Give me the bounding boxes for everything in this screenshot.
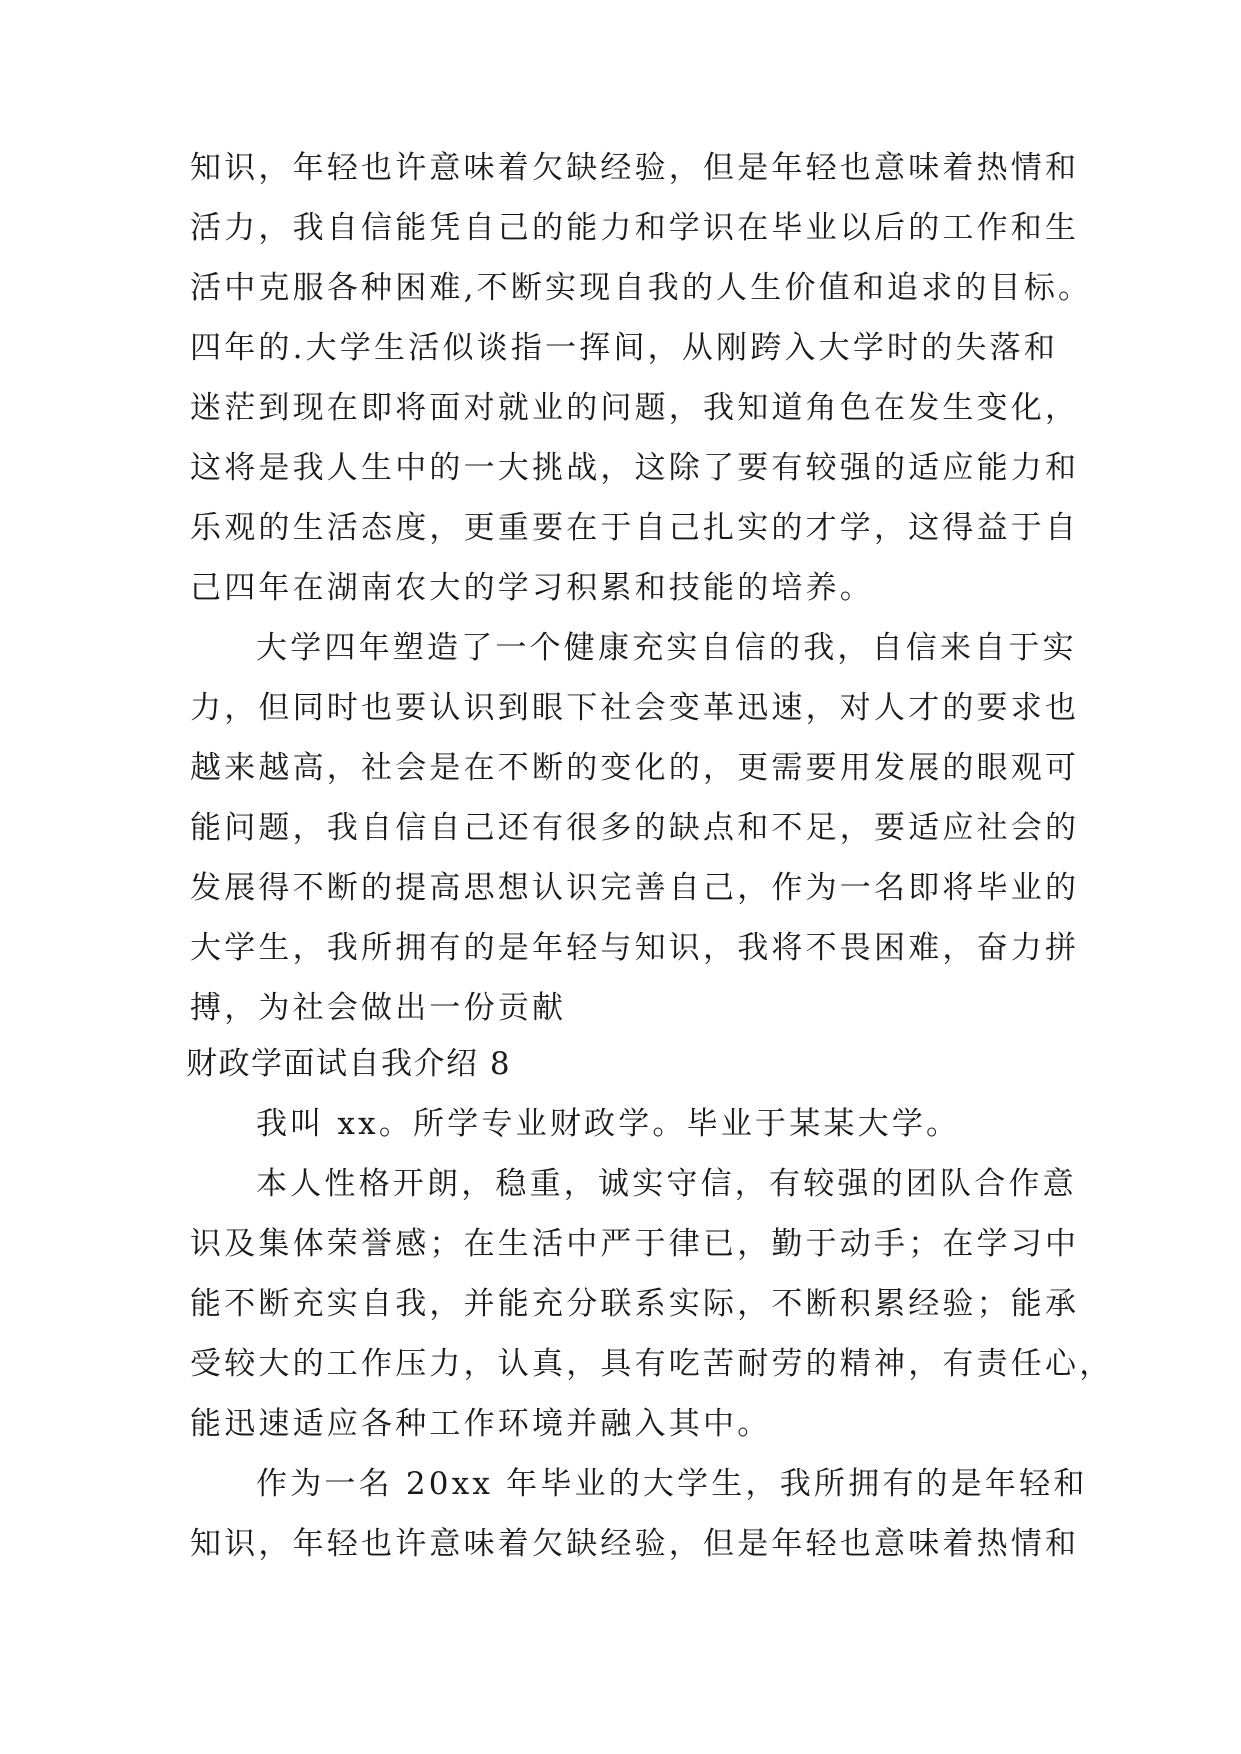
text-line: 活中克服各种困难,不断实现自我的人生价值和追求的目标。 — [190, 270, 1093, 306]
text-line: 知识，年轻也许意味着欠缺经验，但是年轻也意味着热情和 — [190, 1526, 1080, 1562]
section-heading: 财政学面试自我介绍 8 — [186, 1046, 512, 1082]
text-line: 越来越高，社会是在不断的变化的，更需要用发展的眼观可 — [190, 750, 1080, 786]
text-line: 力，但同时也要认识到眼下社会变革迅速，对人才的要求也 — [190, 690, 1080, 726]
text-line: 知识，年轻也许意味着欠缺经验，但是年轻也意味着热情和 — [190, 150, 1080, 186]
text-line: 发展得不断的提高思想认识完善自己，作为一名即将毕业的 — [190, 870, 1080, 906]
paragraph-start-line: 本人性格开朗，稳重，诚实守信，有较强的团队合作意 — [256, 1166, 1077, 1202]
paragraph-start-line: 大学四年塑造了一个健康充实自信的我，自信来自于实 — [256, 630, 1077, 666]
text-line: 活力，我自信能凭自己的能力和学识在毕业以后的工作和生 — [190, 210, 1080, 246]
text-line: 迷茫到现在即将面对就业的问题，我知道角色在发生变化， — [190, 390, 1080, 426]
text-line: 能问题，我自信自己还有很多的缺点和不足，要适应社会的 — [190, 810, 1080, 846]
text-line: 能不断充实自我，并能充分联系实际，不断积累经验；能承 — [190, 1286, 1080, 1322]
text-line: 乐观的生活态度，更重要在于自己扎实的才学，这得益于自 — [190, 510, 1080, 546]
text-line: 搏，为社会做出一份贡献 — [190, 990, 567, 1026]
text-line: 能迅速适应各种工作环境并融入其中。 — [190, 1406, 772, 1442]
text-line: 受较大的工作压力，认真，具有吃苦耐劳的精神，有责任心， — [190, 1346, 1114, 1382]
text-line: 大学生，我所拥有的是年轻与知识，我将不畏困难，奋力拼 — [190, 930, 1080, 966]
paragraph-start-line: 作为一名 20xx 年毕业的大学生，我所拥有的是年轻和 — [256, 1466, 1088, 1502]
paragraph-start-line: 我叫 xx。所学专业财政学。毕业于某某大学。 — [256, 1106, 961, 1142]
text-line: 识及集体荣誉感；在生活中严于律已，勤于动手；在学习中 — [190, 1226, 1080, 1262]
text-line: 四年的.大学生活似谈指一挥间，从刚跨入大学时的失落和 — [190, 330, 1059, 366]
text-line: 己四年在湖南农大的学习积累和技能的培养。 — [190, 570, 874, 606]
text-line: 这将是我人生中的一大挑战，这除了要有较强的适应能力和 — [190, 450, 1080, 486]
